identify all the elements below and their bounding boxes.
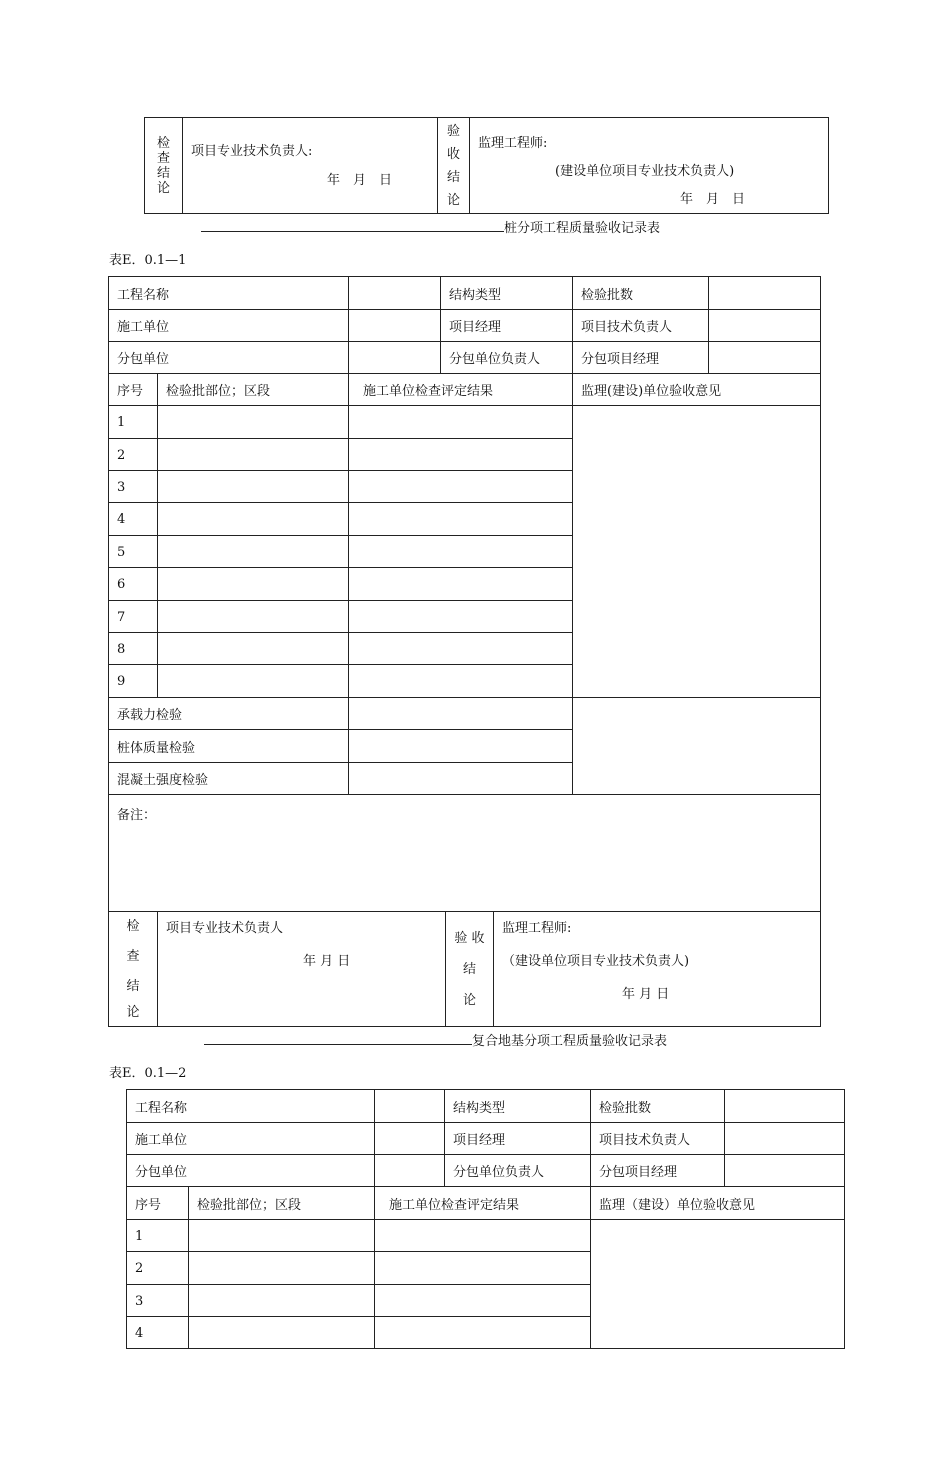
top-signoff-table: [144, 117, 829, 214]
technical-lead-value[interactable]: [709, 310, 821, 342]
row-location-cell[interactable]: [189, 1285, 375, 1317]
contractor-signer-label: 项目专业技术负责人:: [191, 143, 313, 159]
row-location-cell[interactable]: [158, 665, 349, 698]
header-contractor-result: 施工单位检查评定结果: [375, 1187, 591, 1220]
header-batch-location: 检验批部位；区段: [189, 1187, 375, 1220]
vertical-char: 结: [126, 979, 140, 994]
subcontractor-value[interactable]: [375, 1155, 445, 1187]
contractor-date: 年 月 日: [327, 172, 393, 188]
subcontractor-lead-label: 分包单位负责人: [445, 1155, 591, 1187]
technical-lead-label: 项目技术负责人: [573, 310, 709, 342]
acceptance-conclusion-text: 验收结论: [446, 123, 460, 208]
pile-signoff-table: [108, 911, 821, 1027]
project-manager-label: 项目经理: [445, 1123, 591, 1155]
project-name-value[interactable]: [375, 1090, 445, 1123]
contractor-signer-label: 项目专业技术负责人: [166, 921, 284, 936]
subcontractor-lead-label: 分包单位负责人: [441, 342, 573, 374]
contractor-signoff-cell: [183, 118, 438, 214]
pile-quality-label: 桩体质量检验: [109, 730, 349, 763]
row-result-cell[interactable]: [349, 503, 573, 536]
project-name-label: 工程名称: [127, 1090, 375, 1123]
row-location-cell[interactable]: [158, 568, 349, 601]
contractor-value[interactable]: [375, 1123, 445, 1155]
supervisor-label: 监理工程师:: [502, 921, 572, 936]
title-blank-line: [201, 220, 504, 232]
row-result-cell[interactable]: [349, 471, 573, 503]
table2-title-line: [204, 1030, 667, 1049]
row-result-cell[interactable]: [349, 568, 573, 601]
vertical-char: 检: [126, 919, 140, 934]
contractor-label: 施工单位: [127, 1123, 375, 1155]
row-result-cell[interactable]: [375, 1317, 591, 1349]
row-number: 7: [109, 601, 158, 633]
row-number: 2: [109, 439, 158, 471]
row-location-cell[interactable]: [158, 536, 349, 568]
header-seq: 序号: [127, 1187, 189, 1220]
sub-project-manager-value[interactable]: [725, 1155, 845, 1187]
inspection-conclusion-label: [109, 912, 158, 1027]
remarks-cell[interactable]: [109, 795, 821, 912]
row-result-cell[interactable]: [349, 633, 573, 665]
header-contractor-result: 施工单位检查评定结果: [349, 374, 573, 406]
header-supervisor-opinion: 监理(建设)单位验收意见: [573, 374, 821, 406]
row-location-cell[interactable]: [189, 1220, 375, 1252]
header-seq: 序号: [109, 374, 158, 406]
inspection-conclusion-text: 检查结论: [156, 135, 170, 196]
extra-opinion-cell[interactable]: [573, 698, 821, 795]
row-location-cell[interactable]: [158, 503, 349, 536]
row-location-cell[interactable]: [158, 471, 349, 503]
vertical-char: 查: [126, 949, 140, 964]
vertical-char: 验 收: [454, 930, 485, 946]
row-number: 5: [109, 536, 158, 568]
supervisor-sub: （建设单位项目专业技术负责人): [502, 954, 690, 969]
row-result-cell[interactable]: [375, 1285, 591, 1317]
composite-foundation-table: [126, 1089, 845, 1349]
technical-lead-label: 项目技术负责人: [591, 1123, 725, 1155]
contractor-date: 年 月 日: [303, 954, 351, 969]
technical-lead-value[interactable]: [725, 1123, 845, 1155]
structure-type-label: 结构类型: [441, 277, 573, 310]
table1-code: 表E．0.1—1: [109, 253, 187, 268]
supervisor-opinion-cell[interactable]: [573, 406, 821, 698]
row-number: 3: [127, 1285, 189, 1317]
row-location-cell[interactable]: [158, 601, 349, 633]
table1-title-line: [201, 217, 660, 236]
row-result-cell[interactable]: [349, 536, 573, 568]
supervisor-signoff-cell: [494, 912, 821, 1027]
concrete-strength-value[interactable]: [349, 763, 573, 795]
row-number: 6: [109, 568, 158, 601]
batch-count-value[interactable]: [725, 1090, 845, 1123]
structure-type-label: 结构类型: [445, 1090, 591, 1123]
row-number: 1: [109, 406, 158, 439]
subcontractor-value[interactable]: [349, 342, 441, 374]
sub-project-manager-value[interactable]: [709, 342, 821, 374]
remarks-label: 备注：: [117, 808, 157, 823]
subcontractor-label: 分包单位: [127, 1155, 375, 1187]
batch-count-label: 检验批数: [573, 277, 709, 310]
title-blank-line: [204, 1033, 472, 1045]
table1-title: 桩分项工程质量验收记录表: [504, 221, 661, 236]
bearing-capacity-label: 承载力检验: [109, 698, 349, 730]
vertical-char: 结: [462, 961, 476, 977]
row-number: 9: [109, 665, 158, 698]
supervisor-date: 年 月 日: [622, 987, 670, 1002]
batch-count-value[interactable]: [709, 277, 821, 310]
row-number: 8: [109, 633, 158, 665]
sub-project-manager-label: 分包项目经理: [573, 342, 709, 374]
row-number: 4: [109, 503, 158, 536]
pile-acceptance-table: [108, 276, 821, 912]
acceptance-conclusion-label: [438, 118, 470, 214]
row-result-cell[interactable]: [375, 1252, 591, 1285]
row-location-cell[interactable]: [158, 406, 349, 439]
contractor-signoff-cell: [158, 912, 446, 1027]
vertical-char: 论: [126, 1005, 140, 1020]
project-manager-label: 项目经理: [441, 310, 573, 342]
inspection-conclusion-label: [145, 118, 183, 214]
row-number: 3: [109, 471, 158, 503]
project-name-label: 工程名称: [109, 277, 349, 310]
subcontractor-label: 分包单位: [109, 342, 349, 374]
header-supervisor-opinion: 监理（建设）单位验收意见: [591, 1187, 845, 1220]
row-location-cell[interactable]: [189, 1317, 375, 1349]
supervisor-sub: (建设单位项目专业技术负责人): [555, 164, 735, 179]
row-result-cell[interactable]: [349, 406, 573, 439]
row-number: 2: [127, 1252, 189, 1285]
project-name-value[interactable]: [349, 277, 441, 310]
acceptance-conclusion-label: [446, 912, 494, 1027]
row-location-cell[interactable]: [158, 439, 349, 471]
vertical-char: 论: [462, 992, 476, 1008]
supervisor-label: 监理工程师:: [478, 136, 548, 151]
row-result-cell[interactable]: [349, 439, 573, 471]
pile-quality-value[interactable]: [349, 730, 573, 763]
bearing-capacity-value[interactable]: [349, 698, 573, 730]
table2-title: 复合地基分项工程质量验收记录表: [472, 1034, 668, 1049]
table2-code: 表E．0.1—2: [109, 1066, 187, 1081]
row-location-cell[interactable]: [189, 1252, 375, 1285]
concrete-strength-label: 混凝土强度检验: [109, 763, 349, 795]
row-result-cell[interactable]: [375, 1220, 591, 1252]
supervisor-signoff-cell: [470, 118, 829, 214]
supervisor-date: 年 月 日: [680, 192, 746, 207]
row-result-cell[interactable]: [349, 601, 573, 633]
contractor-label: 施工单位: [109, 310, 349, 342]
supervisor-opinion-cell[interactable]: [591, 1220, 845, 1349]
row-result-cell[interactable]: [349, 665, 573, 698]
row-location-cell[interactable]: [158, 633, 349, 665]
contractor-value[interactable]: [349, 310, 441, 342]
row-number: 1: [127, 1220, 189, 1252]
sub-project-manager-label: 分包项目经理: [591, 1155, 725, 1187]
row-number: 4: [127, 1317, 189, 1349]
header-batch-location: 检验批部位；区段: [158, 374, 349, 406]
batch-count-label: 检验批数: [591, 1090, 725, 1123]
